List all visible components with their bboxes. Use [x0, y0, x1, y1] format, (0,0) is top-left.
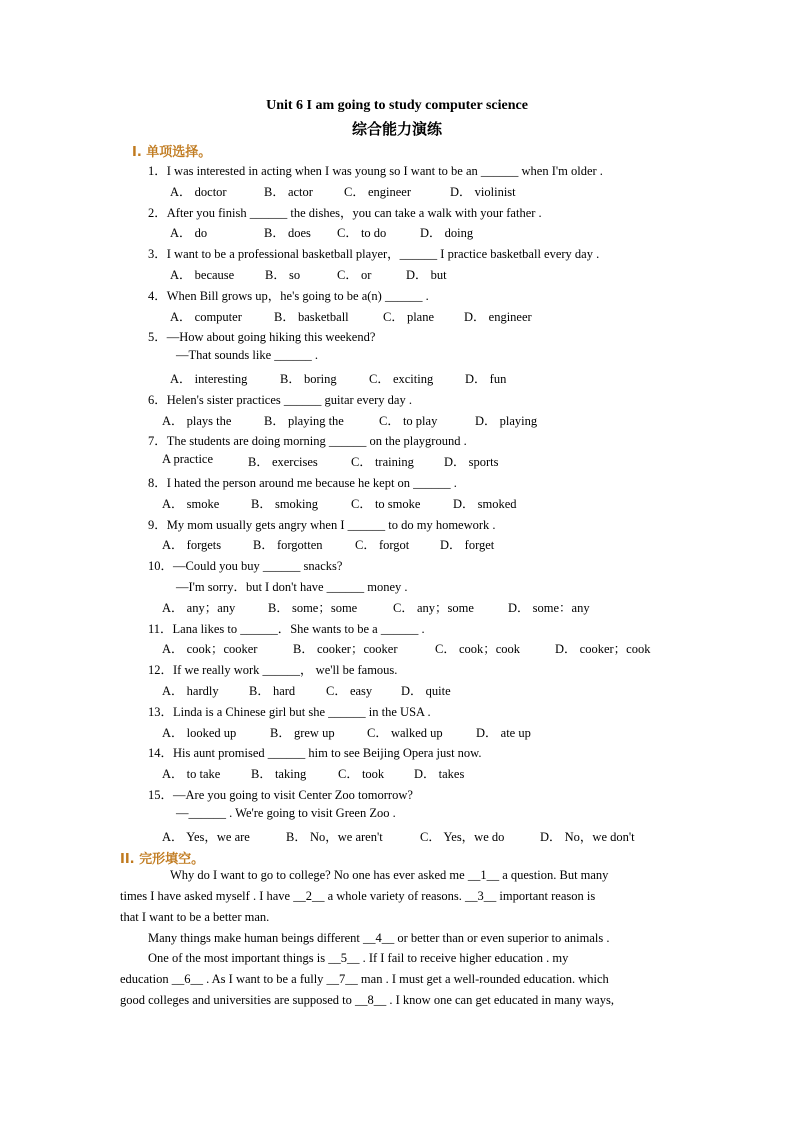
answer-option: A． plays the	[162, 414, 232, 428]
answer-option: B． actor	[264, 185, 313, 199]
answer-option: B． smoking	[251, 497, 319, 511]
answer-option: A． computer	[170, 310, 242, 324]
question-stem: 15．—Are you going to visit Center Zoo tomorrow?	[148, 788, 413, 802]
answer-option: C． to play	[379, 414, 438, 428]
answer-option: D． quite	[401, 684, 451, 698]
answer-option: A practice	[162, 452, 214, 466]
section-heading-cloze: II. 完形填空。	[120, 852, 205, 867]
answer-option: C． Yes，we do	[420, 830, 505, 844]
answer-option: D． sports	[444, 455, 499, 469]
answer-option: A． do	[170, 226, 208, 240]
answer-option: A． hardly	[162, 684, 219, 698]
question-stem: 3．I want to be a professional basketball player，______ I practice basketball every day .	[148, 247, 600, 261]
answer-option: A． any；any	[162, 601, 236, 615]
answer-option: B． exercises	[248, 455, 318, 469]
answer-option: D． violinist	[450, 185, 516, 199]
passage-line: that I want to be a better man.	[120, 910, 270, 924]
answer-option: A． forgets	[162, 538, 222, 552]
answer-option: D． playing	[475, 414, 538, 428]
answer-option: A． looked up	[162, 726, 237, 740]
answer-option: C． to do	[337, 226, 387, 240]
answer-option: A． interesting	[170, 372, 248, 386]
answer-option: D． takes	[414, 767, 465, 781]
answer-option: D． doing	[420, 226, 474, 240]
question-stem: 14．His aunt promised ______ him to see Beijing Opera just now.	[148, 746, 482, 760]
passage-line: One of the most important things is __5__ . If I fail to receive higher education . my	[148, 951, 569, 965]
answer-option: C． cook；cook	[435, 642, 521, 656]
answer-option: A． smoke	[162, 497, 220, 511]
answer-option: C． or	[337, 268, 372, 282]
answer-option: D． No，we don't	[540, 830, 635, 844]
question-stem: 11．Lana likes to ______．She wants to be a ______ .	[148, 622, 425, 636]
page-subtitle: 综合能力演练	[351, 122, 442, 138]
answer-option: D． engineer	[464, 310, 532, 324]
answer-option: C． exciting	[369, 372, 434, 386]
answer-option: B． cooker；cooker	[293, 642, 398, 656]
answer-option: B． does	[264, 226, 311, 240]
answer-option: D． some：any	[508, 601, 590, 615]
answer-option: A． doctor	[170, 185, 227, 199]
section-heading-multiple-choice: I. 单项选择。	[132, 145, 212, 160]
answer-option: D． fun	[465, 372, 507, 386]
question-stem: 12．If we really work ______， we'll be famous.	[148, 663, 398, 677]
question-stem: 5．—How about going hiking this weekend?	[148, 330, 376, 344]
passage-line: Why do I want to go to college? No one has ever asked me __1__ a question. But many	[170, 868, 609, 882]
answer-option: D． cooker；cook	[555, 642, 651, 656]
answer-option: C． training	[351, 455, 414, 469]
answer-option: A． because	[170, 268, 235, 282]
answer-option: B． some；some	[268, 601, 358, 615]
question-stem: 1．I was interested in acting when I was young so I want to be an ______ when I'm older .	[148, 164, 603, 178]
question-dialogue-line: —I'm sorry．but I don't have ______ money .	[176, 580, 408, 594]
answer-option: A． to take	[162, 767, 221, 781]
answer-option: A． cook；cooker	[162, 642, 258, 656]
answer-option: B． basketball	[274, 310, 349, 324]
answer-option: B． grew up	[270, 726, 335, 740]
answer-option: B． playing the	[264, 414, 344, 428]
page-title: Unit 6 I am going to study computer science	[266, 98, 528, 113]
answer-option: C． engineer	[344, 185, 411, 199]
question-dialogue-line: —______ . We're going to visit Green Zoo .	[176, 806, 396, 820]
question-stem: 13．Linda is a Chinese girl but she ______ in the USA .	[148, 705, 431, 719]
answer-option: D． but	[406, 268, 447, 282]
question-stem: 10．—Could you buy ______ snacks?	[148, 559, 343, 573]
answer-option: C． any；some	[393, 601, 474, 615]
answer-option: B． taking	[251, 767, 307, 781]
answer-option: B． No，we aren't	[286, 830, 383, 844]
answer-option: D． ate up	[476, 726, 531, 740]
answer-option: D． forget	[440, 538, 495, 552]
answer-option: C． forgot	[355, 538, 410, 552]
answer-option: A． Yes，we are	[162, 830, 250, 844]
passage-line: education __6__ . As I want to be a fully __7__ man . I must get a well-rounded education. which	[120, 972, 609, 986]
question-stem: 6．Helen's sister practices ______ guitar every day .	[148, 393, 412, 407]
answer-option: C． to smoke	[351, 497, 421, 511]
question-stem: 9．My mom usually gets angry when I ______ to do my homework .	[148, 518, 496, 532]
passage-line: Many things make human beings different __4__ or better than or even superior to animals .	[148, 931, 610, 945]
answer-option: B． hard	[249, 684, 296, 698]
question-stem: 4．When Bill grows up，he's going to be a(n) ______ .	[148, 289, 429, 303]
answer-option: C． easy	[326, 684, 373, 698]
answer-option: B． so	[265, 268, 301, 282]
answer-option: B． boring	[280, 372, 337, 386]
answer-option: C． took	[338, 767, 385, 781]
passage-line: times I have asked myself . I have __2__ a whole variety of reasons. __3__ important reason is	[120, 889, 596, 903]
question-stem: 2．After you finish ______ the dishes，you can take a walk with your father .	[148, 206, 542, 220]
answer-option: D． smoked	[453, 497, 517, 511]
question-stem: 8．I hated the person around me because he kept on ______ .	[148, 476, 457, 490]
question-dialogue-line: —That sounds like ______ .	[176, 348, 319, 362]
answer-option: C． walked up	[367, 726, 443, 740]
answer-option: C． plane	[383, 310, 435, 324]
answer-option: B． forgotten	[253, 538, 323, 552]
passage-line: good colleges and universities are supposed to __8__ . I know one can get educated in many ways,	[120, 993, 614, 1007]
question-stem: 7．The students are doing morning ______ on the playground .	[148, 434, 467, 448]
